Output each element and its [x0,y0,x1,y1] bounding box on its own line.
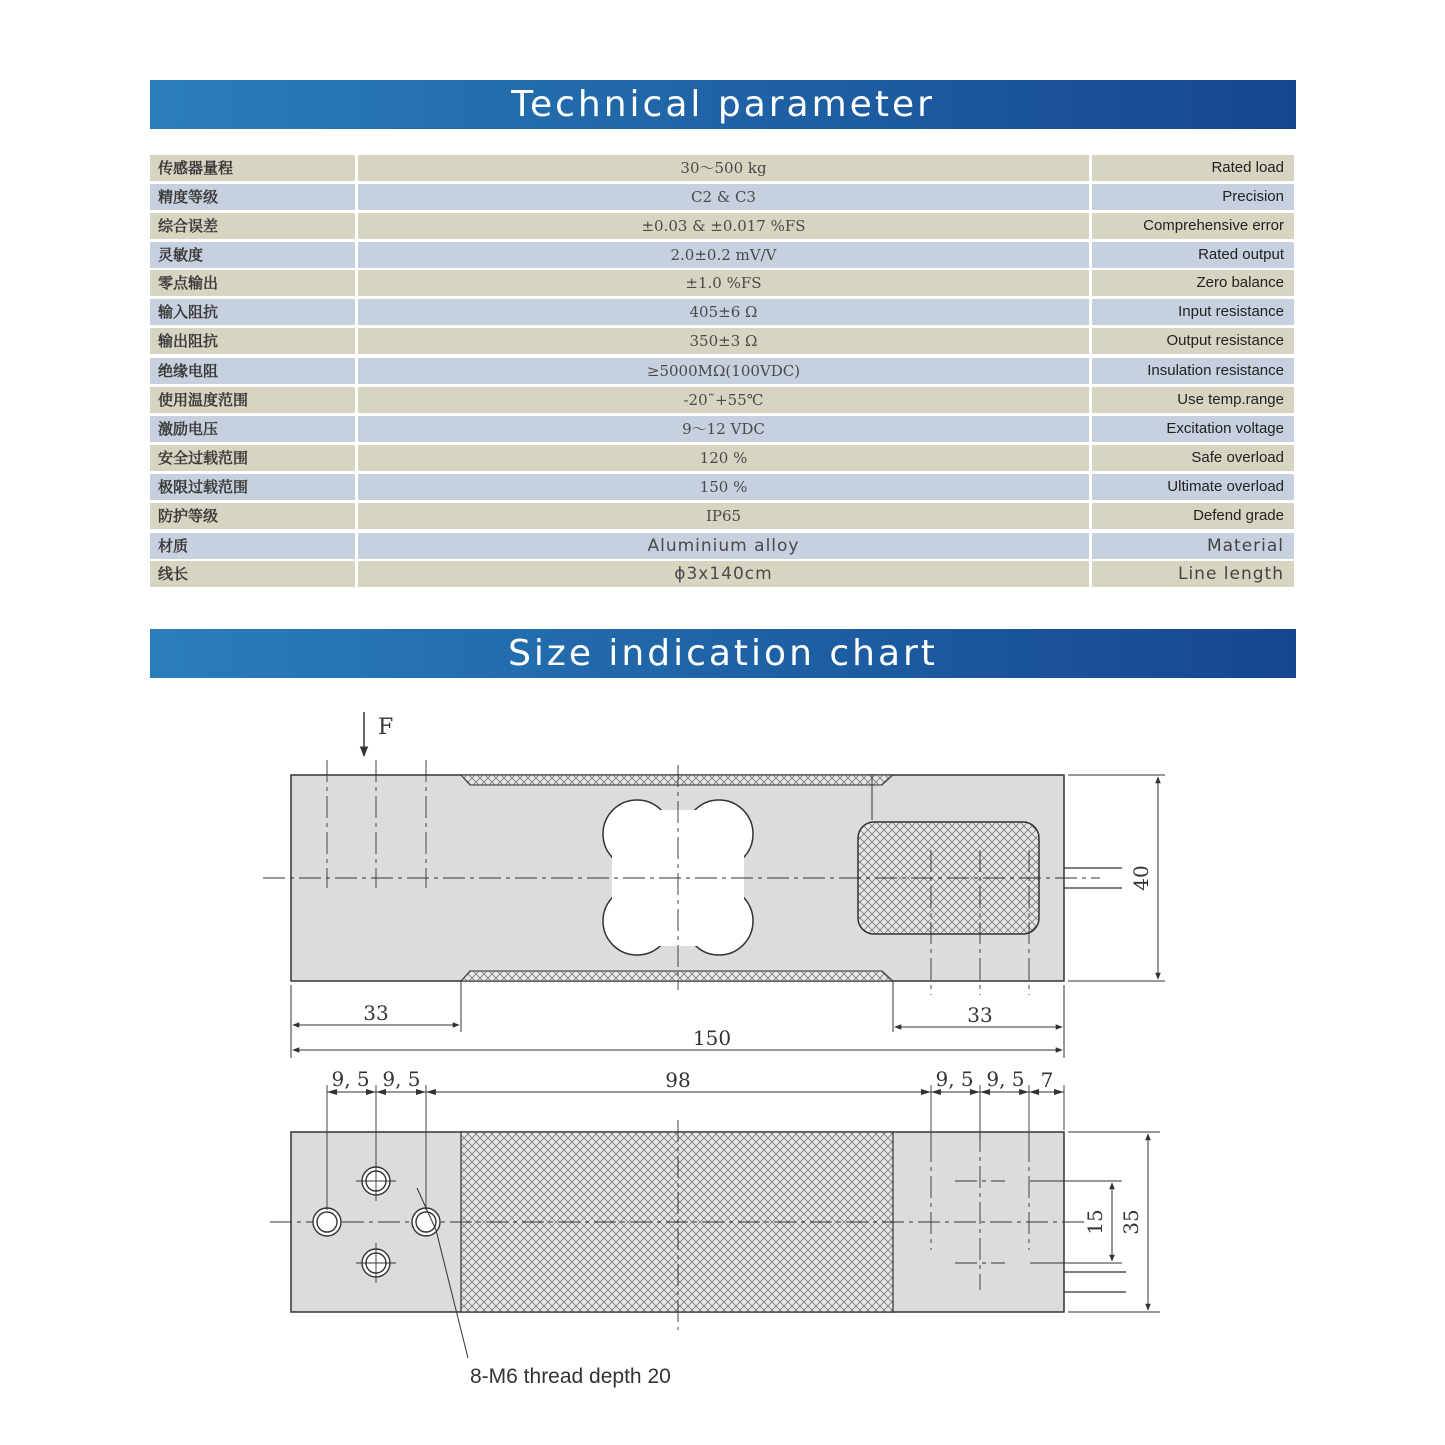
param-name-cn: 传感器量程 [150,155,355,181]
dim-spacing-left: 9, 5 9, 5 [331,1067,421,1091]
param-value: Aluminium alloy [358,533,1089,559]
param-row [150,358,1296,384]
param-name-en: Comprehensive error [1092,213,1294,239]
param-name-en: Material [1092,533,1294,559]
dim-spacing-right: 9, 5 9, 5 [935,1067,1025,1091]
param-value: IP65 [358,503,1089,529]
param-row [150,242,1296,268]
param-name-cn: 输出阻抗 [150,328,355,354]
param-value: 9～12 VDC [358,416,1089,442]
param-row [150,445,1296,471]
bottom-view [270,1067,1160,1388]
param-value: 120 % [358,445,1089,471]
param-name-cn: 精度等级 [150,184,355,210]
param-row [150,533,1296,559]
param-row [150,299,1296,325]
size-chart-banner: Size indication chart [150,629,1296,678]
dim-hole-15: 15 [1083,1209,1107,1235]
param-name-cn: 灵敏度 [150,242,355,268]
param-value: 150 % [358,474,1089,500]
top-groove [461,775,893,785]
param-name-cn: 安全过载范围 [150,445,355,471]
param-value: ≥5000MΩ(100VDC) [358,358,1089,384]
param-row [150,155,1296,181]
param-value: 350±3 Ω [358,328,1089,354]
param-row [150,328,1296,354]
param-row [150,184,1296,210]
param-name-cn: 使用温度范围 [150,387,355,413]
thread-note: 8-M6 thread depth 20 [470,1365,671,1388]
top-view [263,712,1165,1058]
dim-height-40: 40 [1129,865,1153,891]
param-name-en: Use temp.range [1092,387,1294,413]
param-value: 2.0±0.2 mV/V [358,242,1089,268]
param-name-en: Precision [1092,184,1294,210]
param-value: C2 & C3 [358,184,1089,210]
param-row [150,561,1296,587]
param-name-en: Line length [1092,561,1294,587]
dim-span-98: 98 [665,1068,691,1092]
force-label: F [378,715,394,740]
param-value: 405±6 Ω [358,299,1089,325]
dim-width-35: 35 [1119,1209,1143,1235]
param-row [150,503,1296,529]
param-row [150,270,1296,296]
param-name-en: Defend grade [1092,503,1294,529]
param-row [150,474,1296,500]
param-name-en: Rated output [1092,242,1294,268]
param-name-cn: 激励电压 [150,416,355,442]
param-name-en: Safe overload [1092,445,1294,471]
param-value: ±1.0 %FS [358,270,1089,296]
param-name-en: Insulation resistance [1092,358,1294,384]
param-value: 30～500 kg [358,155,1089,181]
param-row [150,416,1296,442]
param-name-en: Rated load [1092,155,1294,181]
param-row [150,213,1296,239]
param-name-cn: 综合误差 [150,213,355,239]
param-name-cn: 零点输出 [150,270,355,296]
param-name-cn: 防护等级 [150,503,355,529]
param-name-cn: 线长 [150,561,355,587]
param-name-cn: 绝缘电阻 [150,358,355,384]
param-name-en: Output resistance [1092,328,1294,354]
param-name-en: Excitation voltage [1092,416,1294,442]
dim-length-150: 150 [692,1026,732,1050]
param-value: ϕ3x140cm [358,561,1089,587]
param-name-en: Input resistance [1092,299,1294,325]
dim-right-33: 33 [967,1003,993,1027]
param-value: ±0.03 & ±0.017 %FS [358,213,1089,239]
param-name-en: Zero balance [1092,270,1294,296]
param-name-cn: 材质 [150,533,355,559]
dim-left-33: 33 [363,1001,389,1025]
param-name-cn: 输入阻抗 [150,299,355,325]
param-name-cn: 极限过载范围 [150,474,355,500]
dim-edge-7: 7 [1040,1068,1054,1092]
bottom-groove [461,971,893,981]
param-name-en: Ultimate overload [1092,474,1294,500]
technical-parameter-banner: Technical parameter [150,80,1296,129]
size-drawing [0,690,1445,1430]
param-value: -20˜+55℃ [358,387,1089,413]
param-row [150,387,1296,413]
